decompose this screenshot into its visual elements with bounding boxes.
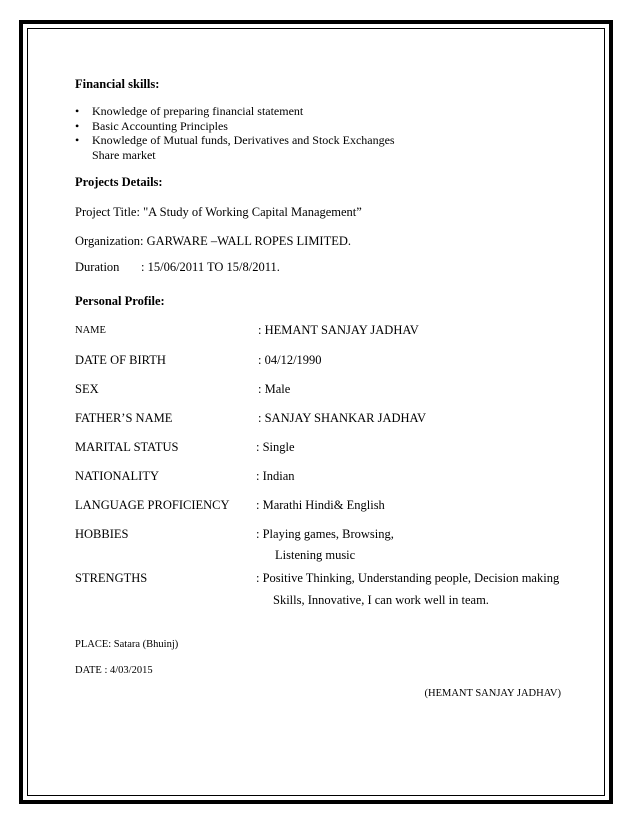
profile-value-nationality: : Indian [256, 469, 295, 483]
profile-label-hobbies: HOBBIES [75, 527, 129, 541]
profile-value-marital: : Single [256, 440, 295, 454]
profile-label-sex: SEX [75, 382, 99, 396]
profile-label-nationality: NATIONALITY [75, 469, 160, 483]
date-line: DATE : 4/03/2015 [75, 665, 153, 676]
financial-skills-list [75, 104, 395, 162]
list-item: • Knowledge of preparing financial statement [75, 104, 304, 118]
profile-label-language: LANGUAGE PROFICIENCY [75, 498, 230, 512]
profile-value-language: : Marathi Hindi& English [256, 498, 385, 512]
profile-value-sex: : Male [258, 382, 291, 396]
list-item: • Knowledge of Mutual funds, Derivatives and Stock Exchanges [75, 133, 395, 147]
profile-label-name: NAME [75, 325, 106, 336]
personal-profile-heading: Personal Profile: [75, 294, 165, 308]
project-title: Project Title: "A Study of Working Capital Management” [75, 205, 362, 219]
profile-label-father: FATHER’S NAME [75, 411, 173, 425]
projects-heading: Projects Details: [75, 175, 163, 189]
profile-label-dob: DATE OF BIRTH [75, 353, 166, 367]
list-item-continuation: Share market [92, 147, 156, 162]
profile-label-strengths: STRENGTHS [75, 571, 148, 585]
bullet-icon: • [75, 104, 80, 118]
project-duration-value: : 15/06/2011 TO 15/8/2011. [141, 260, 280, 274]
profile-value-hobbies-continuation: Listening music [275, 548, 356, 562]
place-line: PLACE: Satara (Bhuinj) [75, 639, 179, 650]
profile-value-name: : HEMANT SANJAY JADHAV [258, 323, 419, 337]
profile-value-strengths: : Positive Thinking, Understanding people, Decision making [256, 571, 560, 585]
profile-value-strengths-continuation: Skills, Innovative, I can work well in team. [273, 593, 489, 607]
profile-label-marital: MARITAL STATUS [75, 440, 179, 454]
bullet-icon: • [75, 118, 80, 133]
project-duration-label: Duration [75, 260, 120, 274]
signature-name: (HEMANT SANJAY JADHAV) [424, 688, 561, 699]
profile-value-father: : SANJAY SHANKAR JADHAV [258, 411, 426, 425]
financial-skills-heading: Financial skills: [75, 77, 160, 91]
profile-value-dob: : 04/12/1990 [258, 353, 322, 367]
list-item: • Basic Accounting Principles [75, 118, 228, 133]
project-organization: Organization: GARWARE –WALL ROPES LIMITED. [75, 234, 352, 248]
bullet-icon: • [75, 133, 80, 147]
profile-value-hobbies: : Playing games, Browsing, [256, 527, 394, 541]
